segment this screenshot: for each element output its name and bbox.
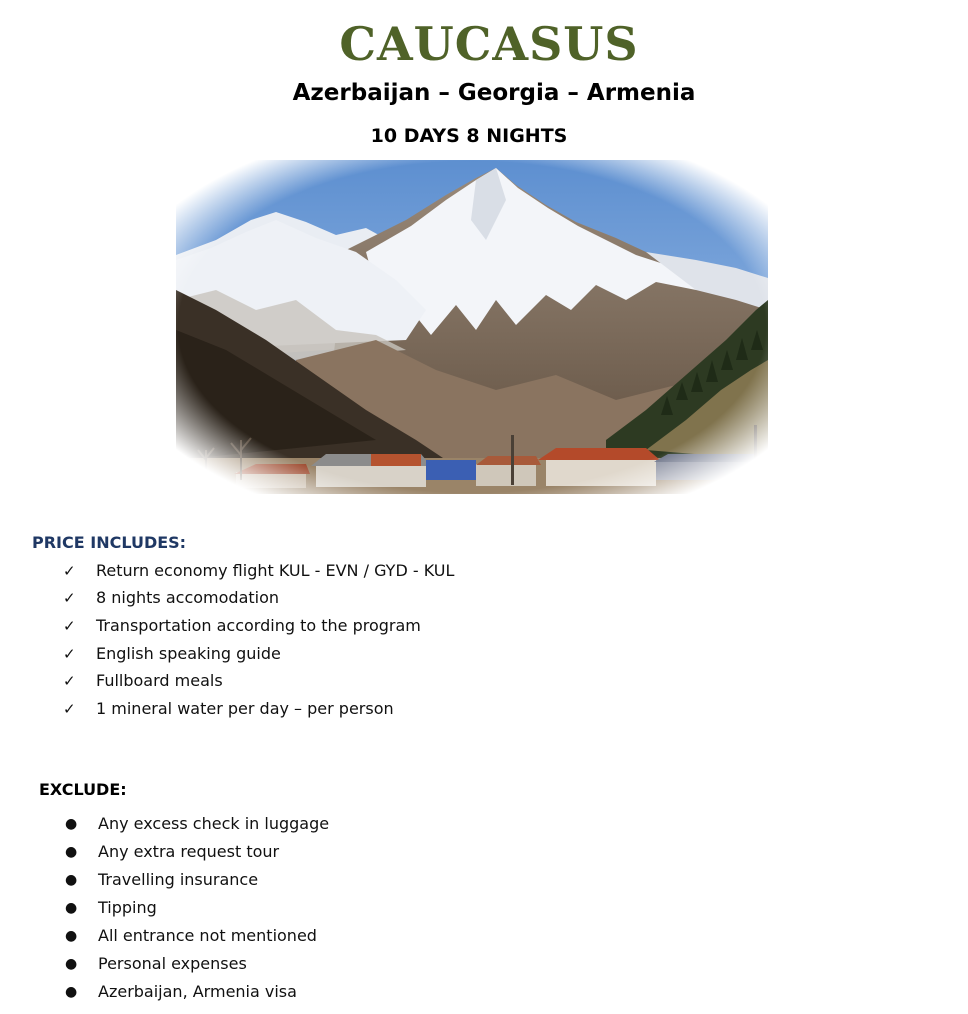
list-item: ✓ 1 mineral water per day – per person	[63, 695, 454, 723]
list-item: ✓ 8 nights accomodation	[63, 585, 454, 613]
list-item: ● All entrance not mentioned	[63, 922, 329, 950]
list-item: ✓ Return economy flight KUL - EVN / GYD - KUL	[63, 557, 454, 585]
list-item: ● Azerbaijan, Armenia visa	[63, 978, 329, 1006]
exclude-list	[63, 810, 329, 1006]
tour-duration: 10 DAYS 8 NIGHTS	[370, 125, 568, 147]
list-item: ● Tipping	[63, 894, 329, 922]
list-item: ● Personal expenses	[63, 950, 329, 978]
list-item: ● Any extra request tour	[63, 838, 329, 866]
price-includes-heading: PRICE INCLUDES:	[32, 533, 187, 552]
list-item: ✓ English speaking guide	[63, 640, 454, 668]
bullet-icon: ●	[65, 900, 78, 916]
checkmark-icon: ✓	[63, 589, 76, 608]
mountain-photo	[176, 160, 768, 494]
list-item: ✓ Transportation according to the program	[63, 612, 454, 640]
bullet-icon: ●	[65, 816, 78, 832]
list-item: ● Travelling insurance	[63, 866, 329, 894]
destinations-subtitle: Azerbaijan – Georgia – Armenia	[292, 80, 696, 106]
bullet-icon: ●	[65, 844, 78, 860]
mountain-illustration	[176, 160, 768, 494]
page-title: CAUCASUS	[339, 17, 639, 71]
exclude-heading: EXCLUDE:	[39, 780, 127, 799]
checkmark-icon: ✓	[63, 561, 76, 580]
bullet-icon: ●	[65, 984, 78, 1000]
price-includes-list	[63, 557, 454, 723]
checkmark-icon: ✓	[63, 672, 76, 691]
list-item: ● Any excess check in luggage	[63, 810, 329, 838]
checkmark-icon: ✓	[63, 644, 76, 663]
bullet-icon: ●	[65, 872, 78, 888]
checkmark-icon: ✓	[63, 616, 76, 635]
checkmark-icon: ✓	[63, 699, 76, 718]
list-item: ✓ Fullboard meals	[63, 667, 454, 695]
bullet-icon: ●	[65, 956, 78, 972]
bullet-icon: ●	[65, 928, 78, 944]
